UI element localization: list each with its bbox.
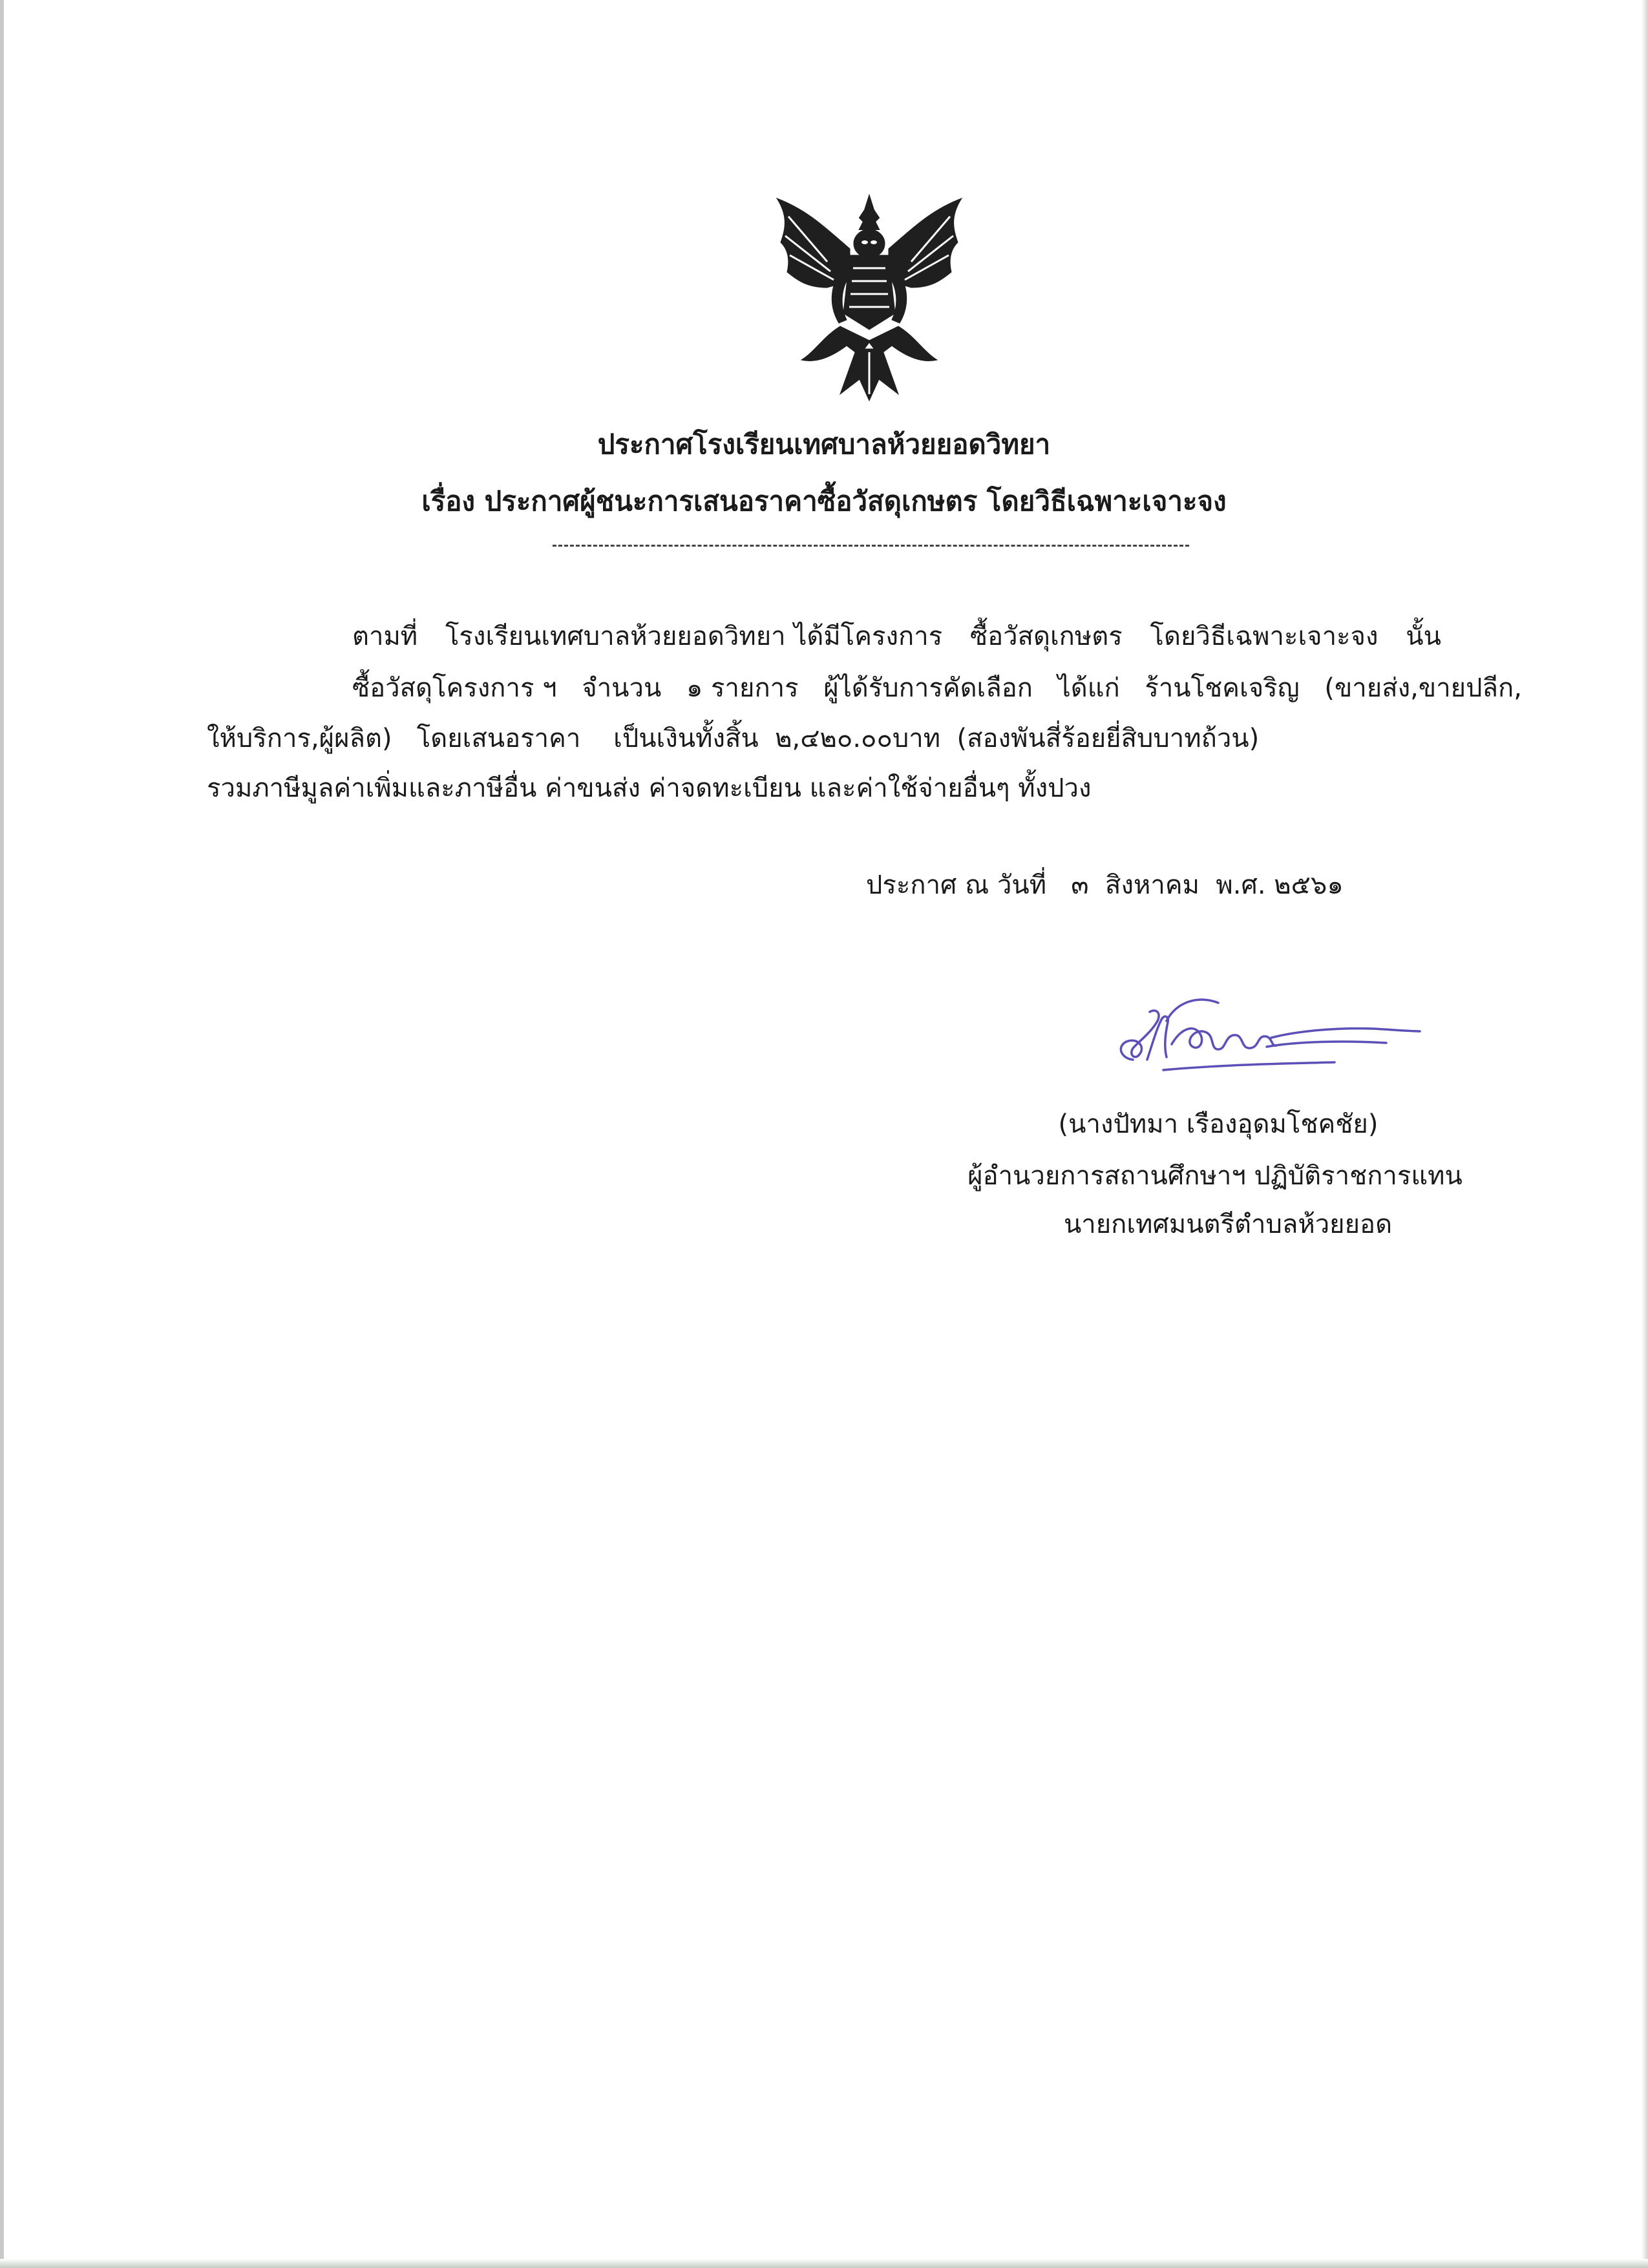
page-edge-left <box>0 0 4 2268</box>
body-line-1-part: โรงเรียนเทศบาลห้วยยอดวิทยา ได้มีโครงการ <box>445 622 943 651</box>
page-edge-bottom <box>0 2259 1648 2268</box>
body-line-2-part: ได้แก่ <box>1057 673 1120 703</box>
body-line-1-part: โดยวิธีเฉพาะเจาะจง <box>1150 622 1379 651</box>
page-edge-right <box>1642 0 1648 2268</box>
body-line-2-part: จำนวน <box>582 673 662 703</box>
body-line-2-part: ซื้อวัสดุโครงการ ฯ <box>352 673 557 703</box>
body-line-2 <box>352 675 1522 701</box>
body-line-1-part: ตามที่ <box>352 622 418 651</box>
body-line-3: ให้บริการ,ผู้ผลิต) โดยเสนอราคา เป็นเงินทั้งสิ้น ๒,๔๒๐.๐๐บาท (สองพันสี่ร้อยยี่สิบบาทถ้วน) <box>207 724 1260 753</box>
signatory-position-line-2: นายกเทศมนตรีตำบลห้วยยอด <box>1063 1210 1393 1239</box>
signatory-position: ผู้อำนวยการสถานศึกษาฯ ปฏิบัติราชการแทน <box>967 1161 1463 1191</box>
body-line-2-part: ๑ รายการ <box>686 673 799 703</box>
announcement-title: ประกาศโรงเรียนเทศบาลห้วยยอดวิทยา <box>597 428 1051 460</box>
body-line-2-part: ร้านโชคเจริญ <box>1145 673 1300 703</box>
garuda-emblem-icon <box>763 191 976 404</box>
body-line-1-part: นั้น <box>1406 622 1441 651</box>
body-line-1-part: ซื้อวัสดุเกษตร <box>969 622 1123 651</box>
announcement-date: ประกาศ ณ วันที่ ๓ สิงหาคม พ.ศ. ๒๕๖๑ <box>866 870 1344 900</box>
title-divider <box>553 545 1189 547</box>
announcement-subject: เรื่อง ประกาศผู้ชนะการเสนอราคาซื้อวัสดุเกษตร โดยวิธีเฉพาะเจาะจง <box>421 485 1227 517</box>
body-line-2-part: (ขายส่ง,ขายปลีก, <box>1324 673 1522 703</box>
body-line-2-part: ผู้ได้รับการคัดเลือก <box>823 673 1033 703</box>
signatory-name: (นางปัทมา เรืองอุดมโชคชัย) <box>1058 1109 1379 1139</box>
body-line-4: รวมภาษีมูลค่าเพิ่มและภาษีอื่น ค่าขนส่ง ค่าจดทะเบียน และค่าใช้จ่ายอื่นๆ ทั้งปวง <box>207 773 1092 803</box>
body-line-1 <box>352 624 1441 649</box>
signature-image <box>1102 982 1425 1079</box>
